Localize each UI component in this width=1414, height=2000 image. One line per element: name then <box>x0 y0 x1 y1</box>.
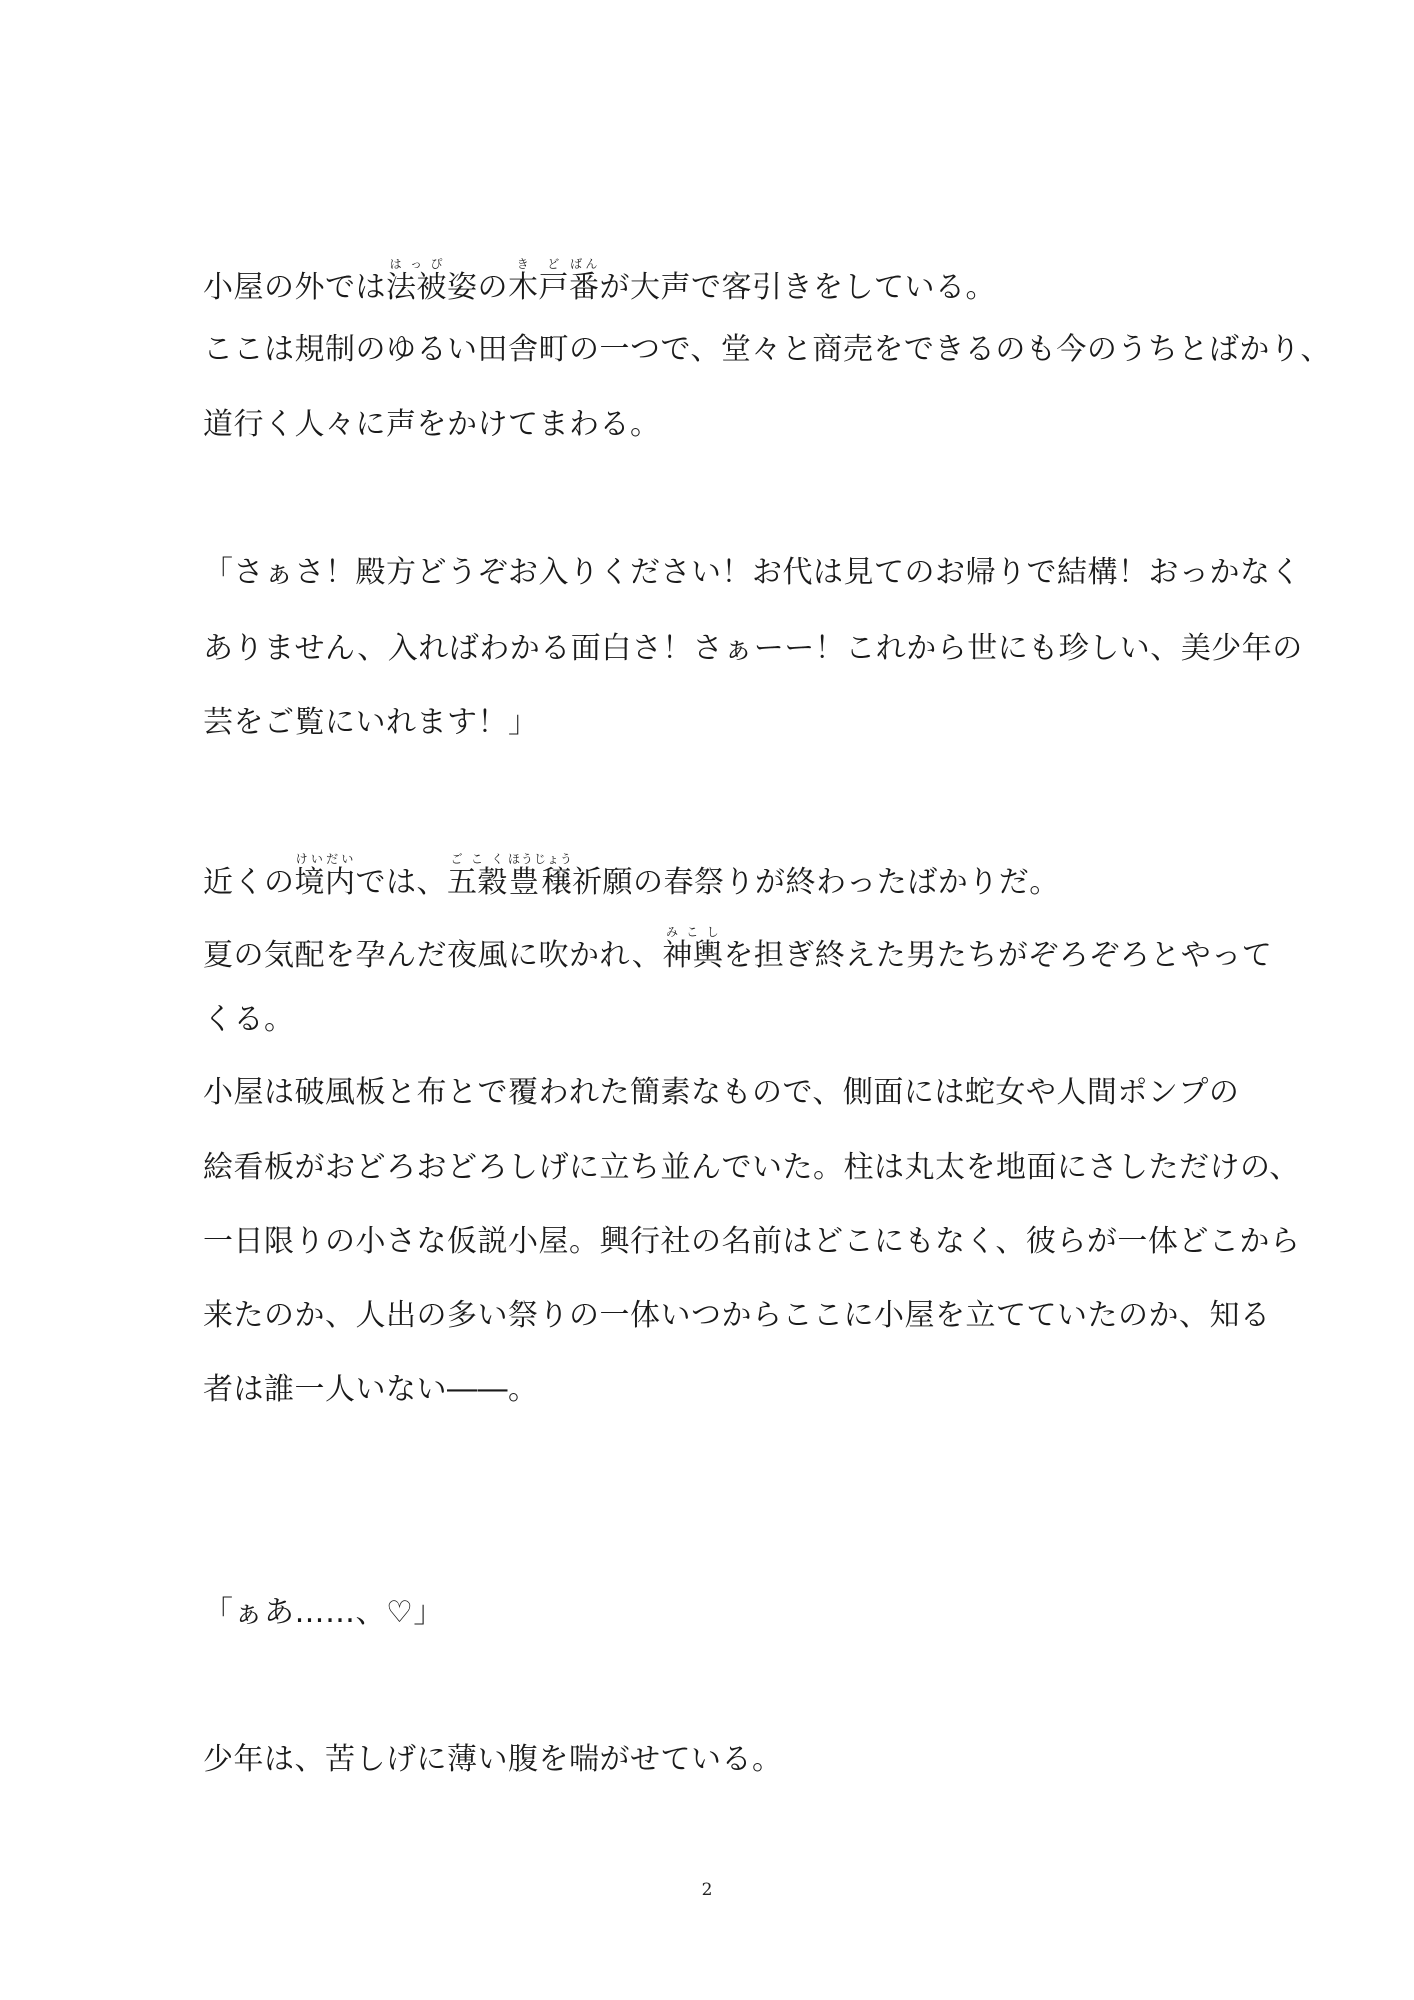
ruby-reading: けいだい <box>294 852 356 866</box>
ruby-base: 神輿 <box>662 938 724 973</box>
ruby-base: 法被 <box>386 270 447 305</box>
text-span: が大声で客引きをしている。 <box>599 270 996 305</box>
ruby-reading: はっぴ <box>386 257 447 271</box>
ruby-kido <box>508 257 569 305</box>
dialogue-1-line-3: 芸をご覧にいれます！」 <box>203 705 539 740</box>
dialogue-1-line-1: 「さぁさ！殿方どうぞお入りください！お代は見てのお帰りで結構！おっかなく <box>203 555 1301 590</box>
paragraph-2-line-3: くる。 <box>203 1002 295 1037</box>
text-span: 祈願の春祭りが終わったばかりだ。 <box>572 865 1060 900</box>
ruby-reading: ごこく <box>447 852 508 866</box>
paragraph-2-line-2 <box>203 925 1272 976</box>
paragraph-2-line-7: 来たのか、人出の多い祭りの一体いつからここに小屋を立てていたのか、知る <box>203 1298 1271 1333</box>
paragraph-2-line-5: 絵看板がおどろおどろしげに立ち並んでいた。柱は丸太を地面にさしただけの、 <box>203 1150 1300 1185</box>
ruby-houjou <box>508 852 574 900</box>
ruby-happi <box>386 257 447 305</box>
text-span: を担ぎ終えた男たちがぞろぞろとやって <box>723 938 1273 973</box>
paragraph-2-line-1 <box>203 852 1060 903</box>
paragraph-2-line-6: 一日限りの小さな仮説小屋。興行社の名前はどこにもなく、彼らが一体どこから <box>203 1224 1301 1259</box>
ruby-base: 五穀 <box>447 865 508 900</box>
ruby-base: 番 <box>569 270 600 305</box>
text-span: 近くの <box>203 865 295 900</box>
ruby-reading: ばん <box>569 257 600 271</box>
ruby-reading: ほうじょう <box>508 852 574 866</box>
text-span: では、 <box>355 865 447 900</box>
paragraph-1-line-2: ここは規制のゆるい田舎町の一つで、堂々と商売をできるのも今のうちとばかり、 <box>203 332 1331 367</box>
ruby-base: 豊穣 <box>508 865 574 900</box>
text-span: 小屋の外では <box>203 270 386 305</box>
ruby-reading: みこし <box>662 925 724 939</box>
ruby-gokoku <box>447 852 508 900</box>
paragraph-1-line-3: 道行く人々に声をかけてまわる。 <box>203 407 661 442</box>
page-number: 2 <box>701 1880 713 1900</box>
ruby-reading: きど <box>508 257 569 271</box>
ruby-base: 木戸 <box>508 270 569 305</box>
dialogue-2: 「ぁあ……、♡」 <box>203 1595 444 1630</box>
paragraph-2-line-8: 者は誰一人いない――。 <box>203 1372 539 1407</box>
dialogue-1-line-2: ありません、入ればわかる面白さ！さぁーー！これから世にも珍しい、美少年の <box>203 631 1303 666</box>
text-span: 夏の気配を孕んだ夜風に吹かれ、 <box>203 938 663 973</box>
paragraph-3: 少年は、苦しげに薄い腹を喘がせている。 <box>203 1742 783 1777</box>
paragraph-2-line-4: 小屋は破風板と布とで覆われた簡素なもので、側面には蛇女や人間ポンプの <box>203 1075 1240 1110</box>
text-span: 姿の <box>447 270 508 305</box>
ruby-ban <box>569 257 600 305</box>
ruby-base: 境内 <box>294 865 356 900</box>
ruby-keidai <box>294 852 356 900</box>
paragraph-1-line-1 <box>203 257 996 308</box>
ruby-mikoshi <box>662 925 724 973</box>
